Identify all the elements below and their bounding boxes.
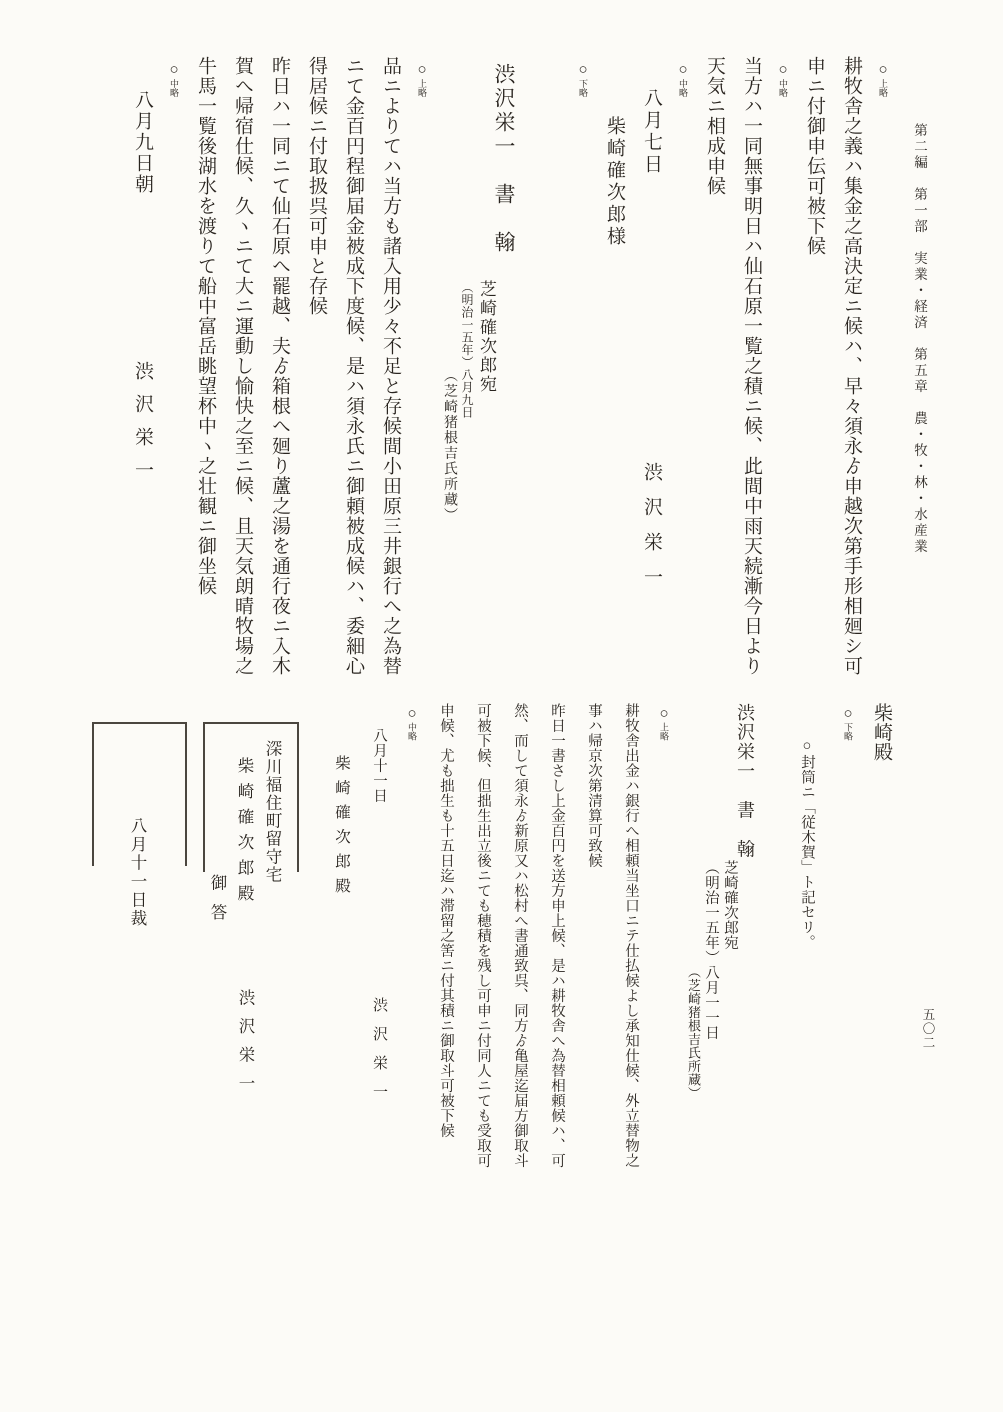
letter2-signature: 渋沢栄一 <box>132 360 153 493</box>
omission-circle-icon: ○ <box>840 706 856 723</box>
letter3-section-title: 渋沢栄一 書 翰 <box>735 703 755 859</box>
omission-circle-icon: ○ <box>414 62 430 79</box>
letter1-signature: 渋沢栄一 <box>641 461 662 602</box>
running-head: 第二編 第一部 実業・経済 第五章 農・牧・林・水産業 <box>912 123 927 555</box>
omission-circle-icon: ○ <box>775 62 791 79</box>
omission-circle-icon: ○ <box>575 62 591 79</box>
letter3-date-note: （明治一五年）八月一一日 <box>703 860 719 1040</box>
envelope-signature: 渋沢栄一 <box>236 989 255 1103</box>
letter3-body-line: 可被下候、但拙生出立後ニても穂積を残し可申ニ付同人ニても受取可 <box>475 703 491 1168</box>
omission-circle-icon: ○ <box>166 62 182 79</box>
letter2-body-line: 品ニよりてハ当方も諸入用少々不足と存候間小田原三井銀行へ之為替 <box>380 56 401 676</box>
omission-circle-icon: ○ <box>675 62 691 79</box>
letter2-date-note: （明治一五年）八月九日 <box>460 281 474 419</box>
letter3-date-column <box>360 700 397 1360</box>
letter2-date: 八月九日朝 <box>132 90 153 195</box>
omission-label: 中略 <box>678 79 688 97</box>
letter1-body-line: 当方ハ一同無事明日ハ仙石原一覧之積ニ候、此間中雨天続漸今日より <box>741 56 762 676</box>
omission-marker-churyaku <box>770 40 796 695</box>
letter3-body-line: 然、而して須永ゟ新原又ハ松村へ書通致呉、同方ゟ亀屋迄届方御取斗 <box>512 703 528 1168</box>
letter1-date: 八月七日 <box>641 88 662 176</box>
omission-circle-icon: ○ <box>404 706 420 723</box>
letter1-body-line: 天気ニ相成申候 <box>704 56 725 196</box>
omission-label: 中略 <box>778 79 788 97</box>
letter2-addressee: 柴崎殿 <box>871 703 892 762</box>
letter1-body-line: 申ニ付御申伝可被下候 <box>804 56 825 256</box>
omission-marker-joryaku <box>649 700 679 1360</box>
omission-label: 下略 <box>578 79 588 97</box>
letter2-addressed-to: 芝崎確次郎宛 <box>477 280 496 394</box>
letter3-addressed-to: 芝崎確次郎宛 <box>722 860 738 950</box>
omission-label: 中略 <box>169 79 179 97</box>
omission-marker-geryaku <box>570 40 596 695</box>
letter1-date-column <box>633 40 670 695</box>
letter2-body-line: 昨日ハ一同ニて仙石原へ罷越、夫ゟ箱根へ廻り蘆之湯を通行夜ニ入木 <box>269 56 290 676</box>
letter3-date: 八月十一日 <box>371 728 387 803</box>
omission-marker-churyaku <box>670 40 696 695</box>
letter3-body-line: 申候、尤も拙生も十五日迄ハ滞留之筈ニ付其積ニ御取斗可被下候 <box>438 703 454 1138</box>
omission-label: 上略 <box>659 722 669 741</box>
letter3-collection-note: （芝崎猪根吉氏所蔵） <box>686 965 701 1100</box>
letter1-addressee: 柴崎確次郎様 <box>604 116 625 248</box>
omission-marker-joryaku <box>409 40 435 695</box>
omission-label: 中略 <box>407 722 417 741</box>
omission-label: 下略 <box>843 722 853 741</box>
envelope-address-line: 深川福住町留守宅 <box>263 740 282 884</box>
omission-marker-joryaku <box>870 40 896 695</box>
omission-label: 上略 <box>878 79 888 97</box>
envelope-editorial-note: ○封筒ニ「従木賀」ト記セリ。 <box>799 738 815 950</box>
letter2-body-line: ニて金百円程御届金被成下度候、是ハ須永氏ニ御頼被成候ハ、委細心 <box>343 56 364 676</box>
letter2-body-line: 牛馬一覧後湖水を渡りて船中富岳眺望杯中ヽ之壮観ニ御坐候 <box>195 56 216 596</box>
omission-label: 上略 <box>417 79 427 97</box>
omission-marker-churyaku <box>397 700 427 1360</box>
page-number: 五〇二 <box>921 1008 935 1050</box>
top-half-section <box>124 40 932 695</box>
bottom-half-section <box>323 700 900 1360</box>
envelope-date-note: 八月十一日裁 <box>128 817 147 928</box>
letter3-signature: 渋沢栄一 <box>371 997 387 1114</box>
letter2-body-line: 賀へ帰宿仕候、久ヽニて大ニ運動し愉快之至ニ候、且天気朗晴牧場之 <box>232 56 253 676</box>
letter3-body-line: 事ハ帰京次第清算可致候 <box>586 703 602 868</box>
letter3-body-line: 昨日一書さし上金百円を送方申上候、是ハ耕牧舎へ為替相頼候ハ、可 <box>549 703 565 1168</box>
letter2-body-line: 得居候ニ付取扱呉可申と存候 <box>306 56 327 316</box>
letter2-date-column <box>124 40 161 695</box>
letter3-addressee: 柴崎確次郎殿 <box>333 755 350 902</box>
envelope-reply-note: 御答 <box>208 874 227 933</box>
envelope-addressee: 柴崎確次郎殿 <box>235 757 254 910</box>
omission-circle-icon: ○ <box>875 62 891 79</box>
letter1-body-line: 耕牧舎之義ハ集金之高決定ニ候ハ、早々須永ゟ申越次第手形相廻シ可 <box>841 56 862 676</box>
letter2-section-title: 渋沢栄一 書 翰 <box>492 63 516 255</box>
letter2-collection-note: （芝崎猪根吉氏所蔵） <box>442 368 457 523</box>
omission-marker-geryaku <box>833 700 863 1360</box>
omission-circle-icon: ○ <box>656 706 672 723</box>
letter3-body-line: 耕牧舎出金ハ銀行へ相頼当坐口ニテ仕払候よし承知仕候、外立替物之 <box>623 703 639 1168</box>
omission-marker-churyaku <box>161 40 187 695</box>
